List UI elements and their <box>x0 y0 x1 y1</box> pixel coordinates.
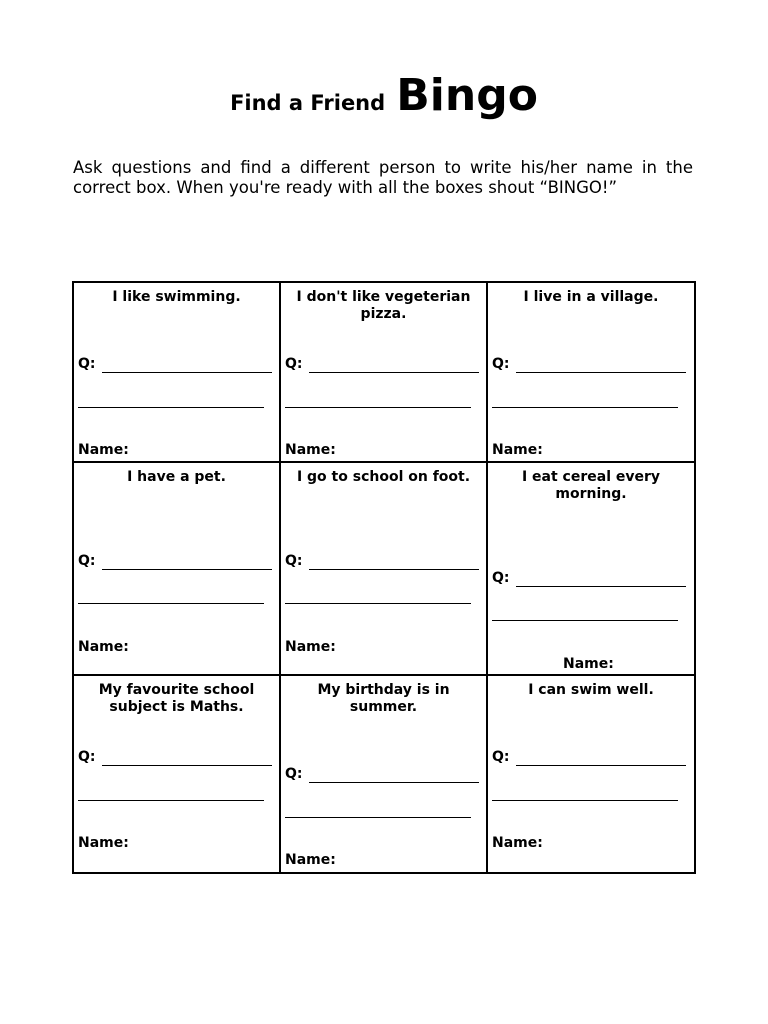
name-label: Name: <box>78 639 129 655</box>
question-label: Q: <box>78 749 96 765</box>
question-line[interactable] <box>309 552 479 570</box>
page-title <box>0 70 768 121</box>
answer-line[interactable] <box>285 391 471 408</box>
bingo-grid <box>72 281 696 874</box>
bingo-cell <box>281 676 488 872</box>
title-main: Bingo <box>396 70 538 121</box>
name-label: Name: <box>78 835 129 851</box>
question-line[interactable] <box>516 569 686 587</box>
answer-line[interactable] <box>78 587 264 604</box>
cell-statement: My birthday is in summer. <box>317 682 450 715</box>
answer-line[interactable] <box>492 604 678 621</box>
cell-statement: I don't like vegeterian pizza. <box>296 289 471 322</box>
bingo-cell <box>74 676 281 872</box>
name-label: Name: <box>285 852 336 868</box>
question-line[interactable] <box>516 355 686 373</box>
question-line[interactable] <box>309 355 479 373</box>
cell-statement: My favourite school subject is Maths. <box>98 682 255 715</box>
bingo-cell <box>488 676 694 872</box>
name-label: Name: <box>285 442 336 458</box>
answer-line[interactable] <box>492 784 678 801</box>
bingo-cell <box>281 463 488 676</box>
question-line[interactable] <box>309 765 479 783</box>
bingo-cell <box>488 283 694 463</box>
cell-statement: I like swimming. <box>112 289 241 305</box>
question-label: Q: <box>78 553 96 569</box>
question-label: Q: <box>492 570 510 586</box>
name-label: Name: <box>563 656 614 672</box>
bingo-cell <box>281 283 488 463</box>
answer-line[interactable] <box>492 391 678 408</box>
cell-statement: I have a pet. <box>127 469 226 485</box>
cell-statement: I go to school on foot. <box>296 469 471 485</box>
bingo-cell <box>74 463 281 676</box>
answer-line[interactable] <box>78 391 264 408</box>
answer-line[interactable] <box>285 801 471 818</box>
question-line[interactable] <box>516 748 686 766</box>
question-label: Q: <box>492 749 510 765</box>
instructions-text: Ask questions and find a different person to write his/her name in the correct box. When you're ready with all the boxes shout “BINGO!” <box>73 158 693 197</box>
name-label: Name: <box>492 835 543 851</box>
cell-statement: I live in a village. <box>523 289 659 305</box>
question-label: Q: <box>285 766 303 782</box>
question-line[interactable] <box>102 552 272 570</box>
question-label: Q: <box>285 356 303 372</box>
answer-line[interactable] <box>78 784 264 801</box>
cell-statement: I eat cereal every morning. <box>521 469 661 502</box>
bingo-cell <box>488 463 694 676</box>
cell-statement: I can swim well. <box>528 682 654 698</box>
name-label: Name: <box>492 442 543 458</box>
question-label: Q: <box>78 356 96 372</box>
question-line[interactable] <box>102 355 272 373</box>
answer-line[interactable] <box>285 587 471 604</box>
question-line[interactable] <box>102 748 272 766</box>
bingo-cell <box>74 283 281 463</box>
name-label: Name: <box>285 639 336 655</box>
question-label: Q: <box>492 356 510 372</box>
name-label: Name: <box>78 442 129 458</box>
question-label: Q: <box>285 553 303 569</box>
title-prefix: Find a Friend <box>230 91 386 115</box>
